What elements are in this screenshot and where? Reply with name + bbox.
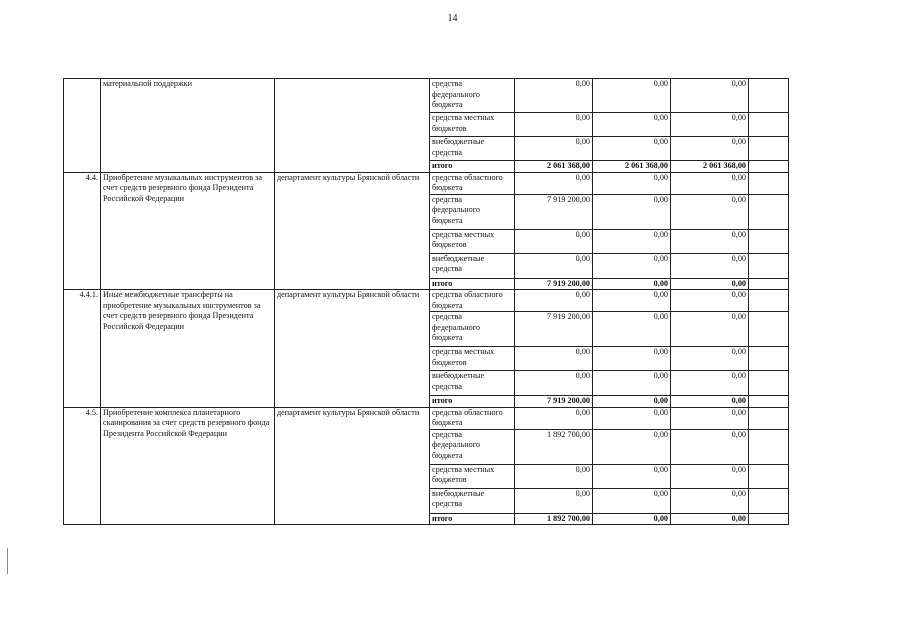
- item-code: 4.5.: [64, 407, 101, 525]
- responsible-executor: департамент культуры Брянской области: [275, 172, 430, 290]
- amount-year-2: 0,00: [593, 113, 671, 137]
- item-name: Приобретение комплекса планетарного сканирования за счет средств резервного фонда Президента Российской Федерации: [101, 407, 275, 525]
- amount-year-1: 0,00: [515, 464, 593, 488]
- amount-year-3: 0,00: [671, 278, 749, 290]
- extra-cell: [749, 278, 789, 290]
- amount-year-2: 0,00: [593, 396, 671, 408]
- amount-year-2: 0,00: [593, 253, 671, 278]
- amount-year-3: 0,00: [671, 396, 749, 408]
- amount-year-3: 0,00: [671, 488, 749, 513]
- funding-source: средства федерального бюджета: [430, 194, 515, 229]
- funding-source: внебюджетные средства: [430, 253, 515, 278]
- amount-year-1: 7 919 200,00: [515, 194, 593, 229]
- amount-year-3: 0,00: [671, 113, 749, 137]
- extra-cell: [749, 312, 789, 347]
- amount-year-2: 0,00: [593, 290, 671, 312]
- amount-year-2: 0,00: [593, 464, 671, 488]
- amount-year-2: 2 061 368,00: [593, 161, 671, 173]
- amount-year-3: 0,00: [671, 229, 749, 253]
- amount-year-2: 0,00: [593, 137, 671, 161]
- budget-table: [63, 78, 789, 525]
- amount-year-3: 0,00: [671, 79, 749, 113]
- amount-year-1: 0,00: [515, 290, 593, 312]
- extra-cell: [749, 464, 789, 488]
- amount-year-1: 1 892 700,00: [515, 513, 593, 525]
- funding-source: средства областного бюджета: [430, 407, 515, 429]
- item-code: 4.4.: [64, 172, 101, 290]
- extra-cell: [749, 194, 789, 229]
- amount-year-2: 0,00: [593, 429, 671, 464]
- amount-year-1: 2 061 368,00: [515, 161, 593, 173]
- amount-year-2: 0,00: [593, 488, 671, 513]
- amount-year-1: 0,00: [515, 172, 593, 194]
- funding-source: внебюджетные средства: [430, 488, 515, 513]
- table-row: [64, 79, 789, 113]
- amount-year-1: 1 892 700,00: [515, 429, 593, 464]
- amount-year-3: 0,00: [671, 513, 749, 525]
- amount-year-3: 2 061 368,00: [671, 161, 749, 173]
- amount-year-1: 7 919 200,00: [515, 312, 593, 347]
- funding-source: средства федерального бюджета: [430, 429, 515, 464]
- table-row: [64, 172, 789, 194]
- amount-year-3: 0,00: [671, 464, 749, 488]
- extra-cell: [749, 429, 789, 464]
- extra-cell: [749, 371, 789, 396]
- funding-source: средства местных бюджетов: [430, 347, 515, 371]
- funding-source: средства федерального бюджета: [430, 312, 515, 347]
- amount-year-2: 0,00: [593, 347, 671, 371]
- amount-year-3: 0,00: [671, 137, 749, 161]
- amount-year-1: 0,00: [515, 347, 593, 371]
- extra-cell: [749, 113, 789, 137]
- extra-cell: [749, 172, 789, 194]
- extra-cell: [749, 488, 789, 513]
- funding-source: средства местных бюджетов: [430, 229, 515, 253]
- item-code: [64, 79, 101, 173]
- responsible-executor: департамент культуры Брянской области: [275, 407, 430, 525]
- extra-cell: [749, 229, 789, 253]
- funding-source: средства областного бюджета: [430, 290, 515, 312]
- page-number: 14: [447, 13, 458, 24]
- funding-source: средства местных бюджетов: [430, 113, 515, 137]
- amount-year-3: 0,00: [671, 407, 749, 429]
- funding-source: средства областного бюджета: [430, 172, 515, 194]
- amount-year-3: 0,00: [671, 312, 749, 347]
- funding-source: итого: [430, 396, 515, 408]
- responsible-executor: [275, 79, 430, 173]
- scan-mark: [7, 548, 8, 574]
- extra-cell: [749, 161, 789, 173]
- amount-year-3: 0,00: [671, 371, 749, 396]
- funding-source: итого: [430, 513, 515, 525]
- amount-year-2: 0,00: [593, 172, 671, 194]
- amount-year-2: 0,00: [593, 407, 671, 429]
- amount-year-1: 0,00: [515, 229, 593, 253]
- funding-source: итого: [430, 161, 515, 173]
- funding-source: средства местных бюджетов: [430, 464, 515, 488]
- amount-year-3: 0,00: [671, 172, 749, 194]
- amount-year-2: 0,00: [593, 229, 671, 253]
- amount-year-1: 0,00: [515, 253, 593, 278]
- amount-year-3: 0,00: [671, 194, 749, 229]
- item-name: материальной поддержки: [101, 79, 275, 173]
- table-row: [64, 290, 789, 312]
- responsible-executor: департамент культуры Брянской области: [275, 290, 430, 408]
- amount-year-1: 0,00: [515, 371, 593, 396]
- amount-year-3: 0,00: [671, 290, 749, 312]
- item-code: 4.4.1.: [64, 290, 101, 408]
- amount-year-2: 0,00: [593, 278, 671, 290]
- item-name: Приобретение музыкальных инструментов за счет средств резервного фонда Президента Российской Федерации: [101, 172, 275, 290]
- extra-cell: [749, 290, 789, 312]
- extra-cell: [749, 407, 789, 429]
- extra-cell: [749, 396, 789, 408]
- amount-year-1: 0,00: [515, 79, 593, 113]
- amount-year-3: 0,00: [671, 429, 749, 464]
- amount-year-2: 0,00: [593, 513, 671, 525]
- extra-cell: [749, 347, 789, 371]
- funding-source: средства федерального бюджета: [430, 79, 515, 113]
- extra-cell: [749, 79, 789, 113]
- amount-year-2: 0,00: [593, 312, 671, 347]
- amount-year-1: 0,00: [515, 488, 593, 513]
- amount-year-2: 0,00: [593, 79, 671, 113]
- table-row: [64, 407, 789, 429]
- amount-year-1: 0,00: [515, 137, 593, 161]
- item-name: Иные межбюджетные трансферты на приобретение музыкальных инструментов за счет средств резервного фонда Президента Российской Федерации: [101, 290, 275, 408]
- funding-source: внебюджетные средства: [430, 371, 515, 396]
- amount-year-2: 0,00: [593, 371, 671, 396]
- extra-cell: [749, 513, 789, 525]
- funding-source: итого: [430, 278, 515, 290]
- extra-cell: [749, 137, 789, 161]
- amount-year-3: 0,00: [671, 347, 749, 371]
- funding-source: внебюджетные средства: [430, 137, 515, 161]
- amount-year-2: 0,00: [593, 194, 671, 229]
- extra-cell: [749, 253, 789, 278]
- amount-year-3: 0,00: [671, 253, 749, 278]
- amount-year-1: 7 919 200,00: [515, 278, 593, 290]
- amount-year-1: 0,00: [515, 113, 593, 137]
- amount-year-1: 0,00: [515, 407, 593, 429]
- amount-year-1: 7 919 200,00: [515, 396, 593, 408]
